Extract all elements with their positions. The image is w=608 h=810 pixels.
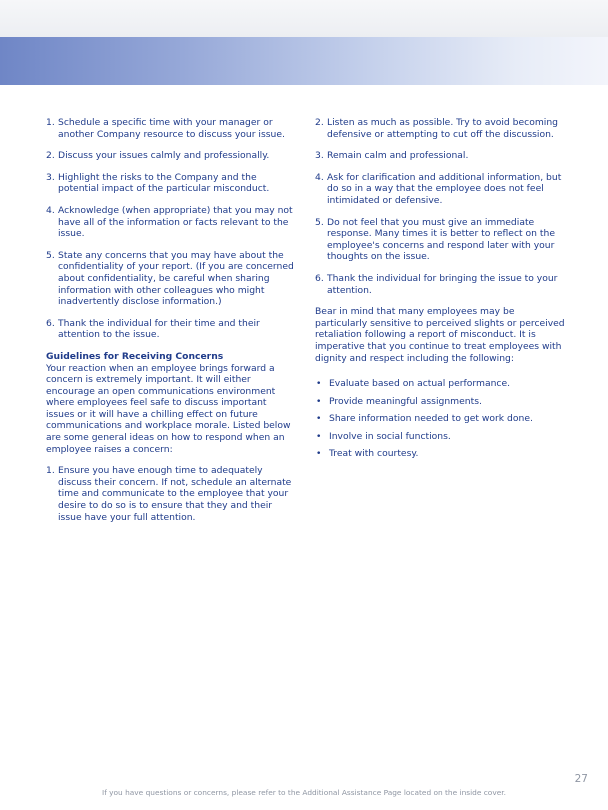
item-text: Remain calm and professional. — [327, 150, 469, 162]
bullet-icon: • — [316, 413, 322, 425]
list-item — [46, 150, 296, 162]
list-item — [46, 172, 296, 195]
list-item — [315, 117, 565, 140]
item-number: 4. — [46, 204, 55, 216]
top-strip — [0, 0, 608, 37]
bullet-icon: • — [316, 430, 322, 442]
bullet-text: Provide meaningful assignments. — [329, 395, 482, 407]
bear-in-mind-paragraph: Bear in mind that many employees may be particularly sensitive to perceived slights or perceived retaliation following a report of misconduct. It is imperative that you continue to treat employees with dignity and respect including the following: — [315, 306, 565, 364]
bullet-item — [315, 413, 565, 425]
section-intro: Your reaction when an employee brings forward a concern is extremely important. It will either encourage an open communications environment where employees feel safe to discuss important issues or it will have a chilling effect on future communications and workplace morale. Listed below are some general ideas on how to respond when an employee raises a concern: — [46, 362, 291, 455]
list-item — [315, 172, 565, 207]
list-item — [46, 318, 296, 341]
bullet-icon: • — [316, 378, 322, 390]
list-item — [315, 273, 565, 296]
item-number: 3. — [46, 171, 55, 183]
item-text: Thank the individual for bringing the issue to your attention. — [327, 272, 558, 296]
bullet-icon: • — [316, 395, 322, 407]
item-text: Thank the individual for their time and their attention to the issue. — [58, 317, 260, 341]
treatment-bullet-list — [315, 378, 565, 460]
receiving-steps-list — [46, 465, 296, 523]
item-number: 5. — [315, 216, 324, 228]
right-column — [315, 117, 565, 466]
list-item — [315, 217, 565, 263]
item-text: Acknowledge (when appropriate) that you may not have all of the information or facts relevant to the issue. — [58, 204, 293, 240]
header-band — [0, 37, 608, 85]
left-column — [46, 117, 296, 533]
list-item — [46, 117, 296, 140]
item-text: Listen as much as possible. Try to avoid becoming defensive or attempting to cut off the discussion. — [327, 117, 559, 140]
item-text: Highlight the risks to the Company and the potential impact of the particular misconduct. — [58, 171, 270, 195]
bullet-item — [315, 396, 565, 408]
item-text: Ask for clarification and additional information, but do so in a way that the employee does not feel intimidated or defensive. — [327, 171, 562, 206]
bullet-text: Involve in social functions. — [329, 430, 451, 442]
list-item — [46, 250, 296, 308]
item-number: 5. — [46, 249, 55, 261]
bullet-item — [315, 431, 565, 443]
item-number: 6. — [315, 272, 324, 284]
item-number: 1. — [46, 465, 55, 477]
item-number: 1. — [46, 117, 55, 128]
item-text: State any concerns that you may have about the confidentiality of your report. (If you are concerned about confidentiality, be careful when sharing information with other colleagues who might inadvertently disclose information.) — [58, 249, 294, 308]
item-number: 2. — [315, 117, 324, 128]
reporting-steps-list — [46, 117, 296, 341]
page-number: 27 — [574, 773, 588, 785]
item-number: 6. — [46, 317, 55, 329]
list-item — [46, 465, 296, 523]
bullet-item — [315, 378, 565, 390]
footer-note: If you have questions or concerns, please refer to the Additional Assistance Page located on the inside cover. — [102, 788, 506, 797]
item-text: Ensure you have enough time to adequately discuss their concern. If not, schedule an alternate time and communicate to the employee that your desire to do so is to ensure that they and their issue have your full attention. — [58, 465, 292, 523]
section-heading: Guidelines for Receiving Concerns — [46, 350, 224, 362]
item-text: Do not feel that you must give an immediate response. Many times it is better to reflect on the employee's concerns and respond later with your thoughts on the issue. — [327, 216, 555, 263]
item-text: Schedule a specific time with your manager or another Company resource to discuss your issue. — [58, 117, 285, 140]
item-number: 2. — [46, 150, 55, 162]
bullet-item — [315, 448, 565, 460]
item-number: 3. — [315, 150, 324, 162]
receiving-steps-continued-list — [315, 117, 565, 296]
item-text: Discuss your issues calmly and professionally. — [58, 150, 270, 162]
bullet-icon: • — [316, 448, 322, 460]
bullet-text: Share information needed to get work done. — [329, 413, 533, 425]
list-item — [46, 205, 296, 240]
item-number: 4. — [315, 171, 324, 183]
bullet-text: Treat with courtesy. — [329, 448, 419, 460]
list-item — [315, 150, 565, 162]
bullet-text: Evaluate based on actual performance. — [329, 378, 511, 390]
